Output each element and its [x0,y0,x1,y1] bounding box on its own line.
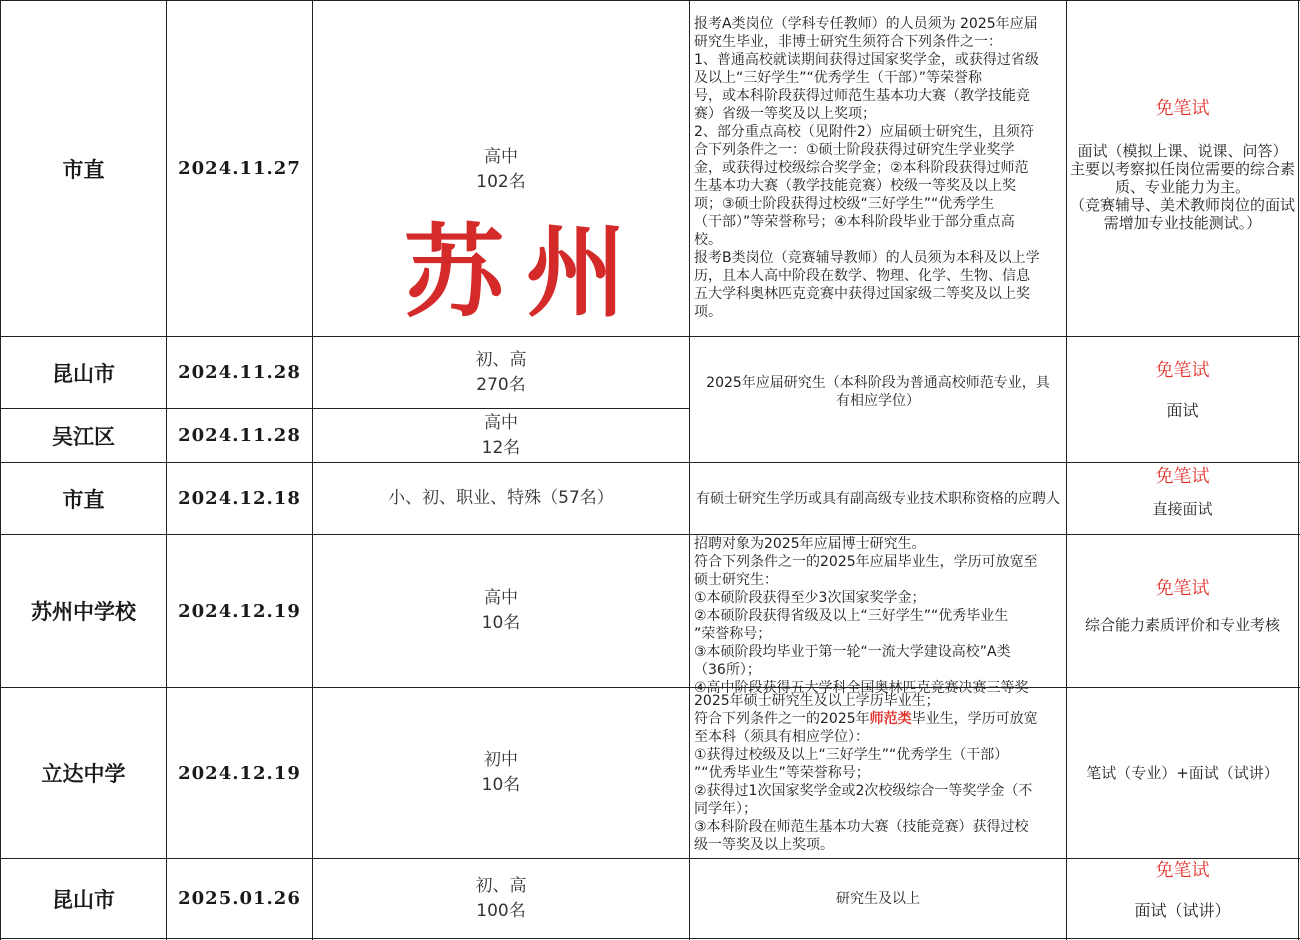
req-line: ②获得过1次国家奖学金或2次校级综合一等奖学金（不 [694,783,1033,799]
no-written-exam-label: 免笔试 [1155,98,1210,119]
level-cell [313,535,689,687]
exam-line: 面试（试讲） [1134,901,1231,920]
count-text: 100名 [476,900,526,921]
exam-line: 质、专业能力为主。 [1114,178,1250,196]
req-line: ②本硕阶段获得省级及以上“三好学生”“优秀毕业生 [694,608,1009,624]
req-line: 2025年应届研究生（本科阶段为普通高校师范专业，具 [706,375,1050,391]
req-line: 至本科（须具有相应学位）： [694,729,869,745]
exam-cell [1067,688,1298,858]
req-line: 项；③硕士阶段获得过校级“三好学生”“优秀学生 [694,196,995,212]
req-line: （36所）； [694,662,761,678]
level-text: 高中 [484,412,518,433]
req-line: 校。 [694,232,722,248]
req-line: 有相应学位） [836,393,920,409]
no-written-exam-label: 免笔试 [1155,360,1210,381]
level-text: 高中 [484,147,518,167]
req-line: ①获得过校级及以上“三好学生”“优秀学生（干部） [694,747,1009,763]
level-text: 初、高 [475,875,527,896]
req-line: 有硕士研究生学历或具有副高级专业技术职称资格的应聘人 [696,490,1060,507]
requirements-cell [690,535,1066,696]
date-cell: 2024.12.19 [178,600,301,622]
level-cell [313,142,689,198]
req-line: 2025年硕士研究生及以上学历毕业生； [694,693,940,709]
req-line: 2、部分重点高校（见附件2）应届硕士研究生，且须符 [694,124,1034,140]
exam-cell [1067,468,1298,530]
requirements-cell [690,692,1066,856]
req-line: 1、普通高校就读期间获得过国家奖学金，或获得过省级 [694,52,1039,68]
req-line: 合下列条件之一：①硕士阶段获得过研究生学业奖学 [694,142,1015,158]
req-line: ①本硕阶段获得至少3次国家奖学金； [694,590,926,606]
region-cell: 市直 [62,157,105,182]
exam-cell [1067,100,1298,240]
req-line: （干部）”等荣誉称号；④本科阶段毕业于部分重点高 [694,214,1015,230]
req-line: 生基本功大赛（教学技能竞赛）校级一等奖及以上奖 [694,178,1016,194]
region-cell: 立达中学 [41,762,126,786]
exam-line: 面试 [1166,401,1199,420]
level-text: 初中 [484,750,518,770]
req-line: 级一等奖及以上奖项。 [694,837,834,853]
level-cell [313,859,689,938]
req-line: 硕士研究生： [694,572,778,588]
req-line: ”“优秀毕业生”等荣誉称号； [694,765,870,781]
grid-line [0,938,1300,939]
req-line: ③本科阶段在师范生基本功大赛（技能竞赛）获得过校 [694,819,1029,835]
date-cell: 2025.01.26 [178,888,301,909]
req-line: 金，或获得过校级综合奖学金；②本科阶段获得过师范 [694,160,1029,176]
req-line: 历，且本人高中阶段在数学、物理、化学、生物、信息 [694,268,1030,284]
requirements-cell [690,859,1066,938]
region-cell: 苏州中学校 [31,600,136,624]
level-cell [313,463,689,534]
req-line: 招聘对象为2025年应届博士研究生。 [694,536,926,552]
req-line: ④高中阶段获得五大学科全国奥林匹克竞赛决赛三等奖 [694,680,1029,696]
exam-line: 直接面试 [1152,500,1213,518]
exam-line: 需增加专业技能测试。） [1103,214,1262,232]
requirements-cell [690,15,1066,330]
level-cell [313,337,689,408]
req-line: 符合下列条件之一的2025年应届毕业生，学历可放宽至 [694,554,1038,570]
no-written-exam-label: 免笔试 [1155,466,1210,487]
no-written-exam-label: 免笔试 [1155,578,1210,599]
teacher-major-highlight: 师范类 [869,711,912,727]
req-line: 号，或本科阶段获得过师范生基本功大赛（教学技能竞 [694,88,1030,104]
region-cell: 昆山市 [52,887,115,912]
req-line: 五大学科奥林匹克竞赛中获得过国家级二等奖及以上奖 [694,286,1030,302]
req-line: 研究生毕业，非博士研究生须符合下列条件之一： [694,34,1002,50]
req-line: 报考B类岗位（竞赛辅导教师）的人员须为本科及以上学 [694,250,1040,266]
req-text: 毕业生，学历可放宽 [911,711,1038,727]
exam-line: （竞赛辅导、美术教师岗位的面试 [1069,196,1295,214]
level-text: 初、高 [475,349,527,370]
req-line: 赛）省级一等奖及以上奖项； [694,106,876,122]
exam-cell [1067,362,1298,442]
req-line: ”荣誉称号； [694,626,772,642]
req-line: 研究生及以上 [836,890,920,907]
date-cell: 2024.11.28 [178,362,301,383]
exam-line: 笔试（专业）+面试（试讲） [1086,764,1279,782]
count-text: 12名 [481,437,521,458]
exam-line: 主要以考察拟任岗位需要的综合素 [1069,160,1295,178]
exam-line: 面试（模拟上课、说课、问答） [1077,142,1288,160]
count-text: 270名 [476,374,526,395]
count-text: 10名 [481,613,521,633]
requirements-cell [690,372,1066,412]
req-line [694,710,1038,728]
exam-line: 综合能力素质评价和专业考核 [1084,616,1280,634]
count-text: 102名 [476,172,526,192]
grid-line [1298,0,1299,940]
req-line: 报考A类岗位（学科专任教师）的人员须为 2025年应届 [694,16,1038,32]
count-text: 10名 [481,775,521,795]
date-cell: 2024.11.27 [178,158,301,179]
watermark-text: 苏州 [404,213,648,331]
region-cell: 昆山市 [52,361,115,386]
date-cell: 2024.11.28 [178,425,301,446]
req-line: ③本硕阶段均毕业于第一轮“一流大学建设高校”A类 [694,644,1011,660]
date-cell: 2024.12.19 [178,762,301,784]
region-cell: 市直 [62,487,105,512]
level-text: 高中 [484,588,518,608]
req-text: 符合下列条件之一的2025年 [694,711,870,727]
exam-cell [1067,580,1298,650]
req-line: 项。 [694,304,722,320]
level-text: 小、初、职业、特殊（57名） [388,488,614,508]
req-line: 及以上“三好学生”“优秀学生（干部）”等荣誉称 [694,70,983,86]
level-cell [313,688,689,858]
date-cell: 2024.12.18 [178,488,301,509]
requirements-cell [690,463,1066,534]
region-cell: 吴江区 [52,424,115,449]
no-written-exam-label: 免笔试 [1155,860,1210,881]
level-cell [313,409,689,462]
req-line: 同学年）； [694,801,757,817]
exam-cell [1067,862,1298,938]
